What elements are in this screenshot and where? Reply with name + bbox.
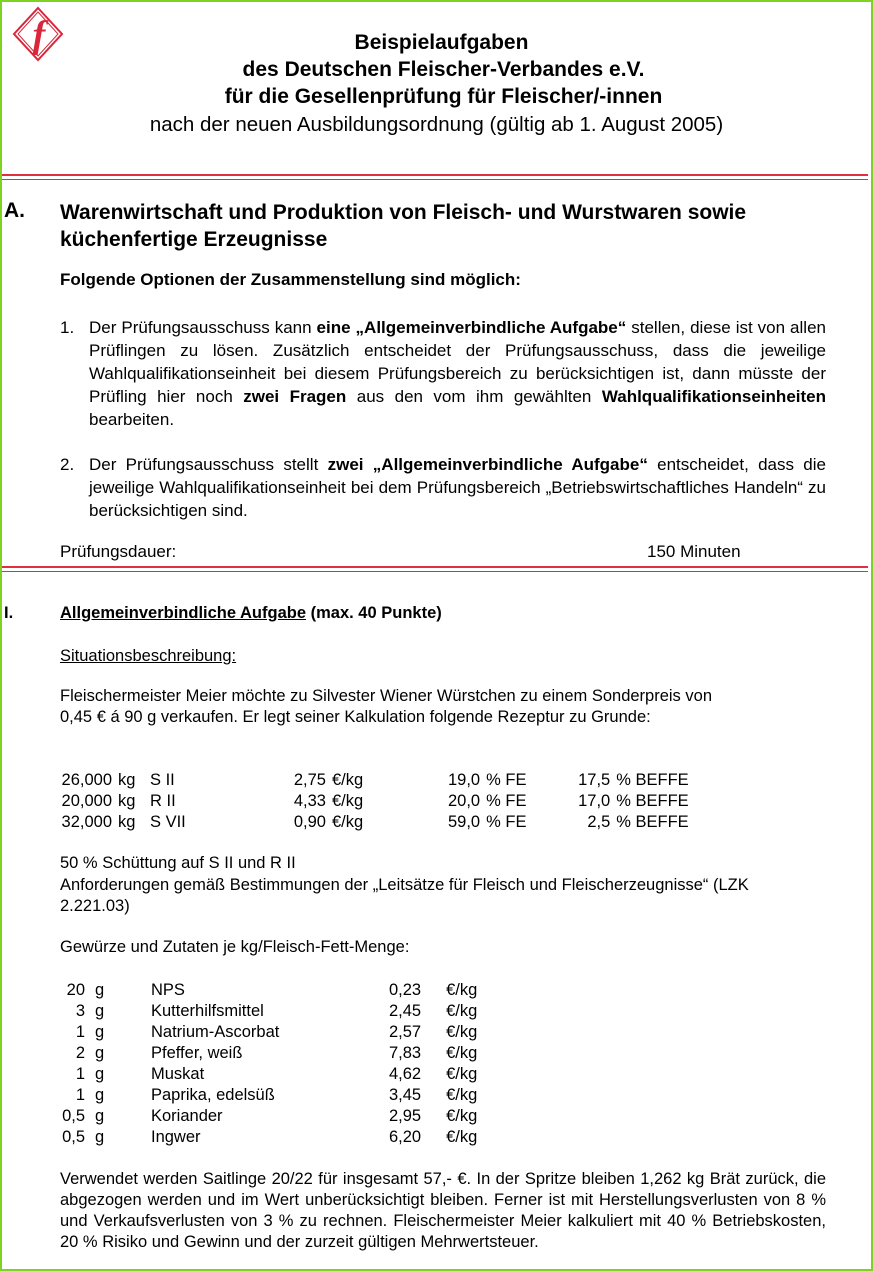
recipe-row — [60, 812, 706, 833]
divider — [2, 179, 868, 180]
recipe-cell-unit: kg — [118, 813, 136, 831]
spice-cell-price: 2,57 — [389, 1023, 422, 1041]
section-title: Warenwirtschaft und Produktion von Fleisch- und Wurstwaren sowie küchenfertige Erzeugnisse — [60, 201, 747, 251]
spice-cell-name: NPS — [151, 981, 185, 999]
spice-cell-price-unit: €/kg — [446, 1044, 478, 1062]
spice-cell-price-unit: €/kg — [446, 981, 478, 999]
recipe-cell-qty: 20,000 — [61, 792, 112, 810]
intro-line-1: Fleischermeister Meier möchte zu Silvester Wiener Würstchen zu einem Sonderpreis von — [60, 687, 712, 705]
intro-line-2: 0,45 € á 90 g verkaufen. Er legt seiner Kalkulation folgende Rezeptur zu Grunde: — [60, 708, 651, 726]
item-number: 2. — [60, 455, 75, 474]
spice-row — [60, 1001, 496, 1022]
recipe-cell-price-unit: €/kg — [332, 771, 364, 789]
divider — [2, 571, 868, 572]
spice-cell-unit: g — [95, 1128, 105, 1146]
task-title: Allgemeinverbindliche Aufgabe (max. 40 Punkte) — [60, 604, 442, 622]
duration-label: Prüfungsdauer: — [60, 542, 177, 561]
item-number: 1. — [60, 318, 75, 337]
recipe-row — [60, 791, 706, 812]
duration-value: 150 Minuten — [647, 542, 741, 561]
recipe-cell-beffe: 17,5 — [578, 771, 611, 789]
recipe-cell-fe-unit: % FE — [486, 813, 527, 831]
recipe-cell-fe: 20,0 — [448, 792, 481, 810]
recipe-cell-price-unit: €/kg — [332, 792, 364, 810]
spices-heading: Gewürze und Zutaten je kg/Fleisch-Fett-Menge: — [60, 938, 410, 956]
recipe-cell-fe-unit: % FE — [486, 771, 527, 789]
spice-cell-qty: 3 — [75, 1002, 85, 1020]
spice-cell-name: Kutterhilfsmittel — [151, 1002, 264, 1020]
divider — [2, 174, 868, 176]
logo-letter: f — [32, 14, 46, 56]
spice-cell-name: Muskat — [151, 1065, 205, 1083]
recipe-cell-name: S II — [150, 771, 175, 789]
spice-cell-unit: g — [95, 1086, 105, 1104]
spice-cell-name: Natrium-Ascorbat — [151, 1023, 280, 1041]
recipe-table — [60, 770, 706, 833]
spice-cell-qty: 0,5 — [62, 1128, 85, 1146]
spice-row — [60, 1022, 496, 1043]
recipe-cell-unit: kg — [118, 792, 136, 810]
spice-cell-qty: 1 — [75, 1023, 85, 1041]
recipe-cell-beffe: 2,5 — [587, 813, 611, 831]
spice-cell-unit: g — [95, 1002, 105, 1020]
spice-cell-price-unit: €/kg — [446, 1128, 478, 1146]
recipe-cell-price: 0,90 — [293, 813, 326, 831]
recipe-cell-fe: 59,0 — [448, 813, 481, 831]
spice-cell-qty: 2 — [75, 1044, 85, 1062]
options-heading: Folgende Optionen der Zusammenstellung sind möglich: — [60, 270, 521, 289]
section-roman: I. — [4, 604, 14, 622]
spice-cell-name: Ingwer — [151, 1128, 201, 1146]
spice-row — [60, 980, 496, 1001]
spice-row — [60, 1085, 496, 1106]
header-line4: nach der neuen Ausbildungsordnung (gültig ab 1. August 2005) — [149, 113, 724, 136]
spice-cell-price: 2,45 — [389, 1002, 422, 1020]
recipe-cell-qty: 26,000 — [61, 771, 112, 789]
recipe-cell-beffe-unit: % BEFFE — [616, 792, 689, 810]
spice-cell-qty: 0,5 — [62, 1107, 85, 1125]
recipe-row — [60, 770, 706, 791]
spice-cell-price-unit: €/kg — [446, 1002, 478, 1020]
spice-row — [60, 1043, 496, 1064]
recipe-cell-beffe: 17,0 — [578, 792, 611, 810]
spice-row — [60, 1106, 496, 1127]
spice-cell-unit: g — [95, 1044, 105, 1062]
spice-cell-price: 3,45 — [389, 1086, 422, 1104]
spice-cell-unit: g — [95, 981, 105, 999]
recipe-cell-name: R II — [150, 792, 176, 810]
recipe-cell-price: 4,33 — [293, 792, 326, 810]
spice-cell-price-unit: €/kg — [446, 1023, 478, 1041]
header-line2: des Deutschen Fleischer-Verbandes e.V. — [242, 58, 645, 81]
item-text: Der Prüfungsausschuss stellt zwei „Allgemeinverbindliche Aufgabe“ entscheidet, dass die jeweilige Wahlqualifikationseinheit bei dem Prüfungsbereich „Betriebswirtschaftliches Handeln“ zu berücksichtigen sind. — [89, 455, 826, 520]
note-1: 50 % Schüttung auf S II und R II — [60, 854, 296, 872]
recipe-cell-price-unit: €/kg — [332, 813, 364, 831]
spice-row — [60, 1064, 496, 1085]
header-line3: für die Gesellenprüfung für Fleischer/-innen — [224, 85, 663, 108]
note-3: 2.221.03) — [60, 897, 130, 915]
spice-cell-qty: 1 — [75, 1086, 85, 1104]
item-text: Der Prüfungsausschuss kann eine „Allgemeinverbindliche Aufgabe“ stellen, diese ist von allen Prüflingen zu lösen. Zusätzlich entscheidet der Prüfungsausschuss, dass die jeweilige Wahlqualifikationseinheit bei diesem Prüfungsbereich zu berücksichtigen ist, dann müsste der Prüfling hier noch zwei Fragen aus den vom ihm gewählten Wahlqualifikationseinheiten bearbeiten. — [89, 318, 826, 429]
note-2: Anforderungen gemäß Bestimmungen der „Leitsätze für Fleisch und Fleischerzeugnisse“ (LZK — [60, 876, 749, 894]
recipe-cell-price: 2,75 — [293, 771, 326, 789]
spice-cell-name: Paprika, edelsüß — [151, 1086, 275, 1104]
spice-row — [60, 1127, 496, 1148]
spice-cell-unit: g — [95, 1107, 105, 1125]
section-letter: A. — [4, 199, 25, 222]
recipe-cell-qty: 32,000 — [61, 813, 112, 831]
option-item-1 — [60, 316, 826, 431]
spice-cell-price: 0,23 — [389, 981, 422, 999]
spice-cell-qty: 1 — [75, 1065, 85, 1083]
spice-cell-unit: g — [95, 1065, 105, 1083]
spice-cell-price-unit: €/kg — [446, 1107, 478, 1125]
spices-table — [60, 980, 496, 1148]
recipe-cell-fe-unit: % FE — [486, 792, 527, 810]
spice-cell-unit: g — [95, 1023, 105, 1041]
spice-cell-qty: 20 — [66, 981, 85, 999]
recipe-cell-beffe-unit: % BEFFE — [616, 771, 689, 789]
spice-cell-price: 2,95 — [389, 1107, 422, 1125]
divider — [2, 566, 868, 568]
spice-cell-name: Koriander — [151, 1107, 223, 1125]
spice-cell-price: 6,20 — [389, 1128, 422, 1146]
header-line1: Beispielaufgaben — [354, 31, 529, 54]
recipe-cell-name: S VII — [150, 813, 186, 831]
spice-cell-name: Pfeffer, weiß — [151, 1044, 243, 1062]
closing-paragraph: Verwendet werden Saitlinge 20/22 für insgesamt 57,- €. In der Spritze bleiben 1,262 kg Brät zurück, die abgezogen werden und im Wert unberücksichtigt bleiben. Ferner ist mit Herstellungsverlusten von 8 % und Verkaufsverlusten von 3 % zu rechnen. Fleischermeister Meier kalkuliert mit 40 % Betriebskosten, 20 % Risiko und Gewinn und der zurzeit gültigen Mehrwertsteuer. — [60, 1170, 826, 1251]
recipe-cell-beffe-unit: % BEFFE — [616, 813, 689, 831]
spice-cell-price-unit: €/kg — [446, 1065, 478, 1083]
situation-label: Situationsbeschreibung: — [60, 647, 237, 665]
spice-cell-price: 7,83 — [389, 1044, 422, 1062]
recipe-cell-fe: 19,0 — [448, 771, 481, 789]
option-item-2 — [60, 453, 826, 522]
recipe-cell-unit: kg — [118, 771, 136, 789]
spice-cell-price: 4,62 — [389, 1065, 422, 1083]
spice-cell-price-unit: €/kg — [446, 1086, 478, 1104]
